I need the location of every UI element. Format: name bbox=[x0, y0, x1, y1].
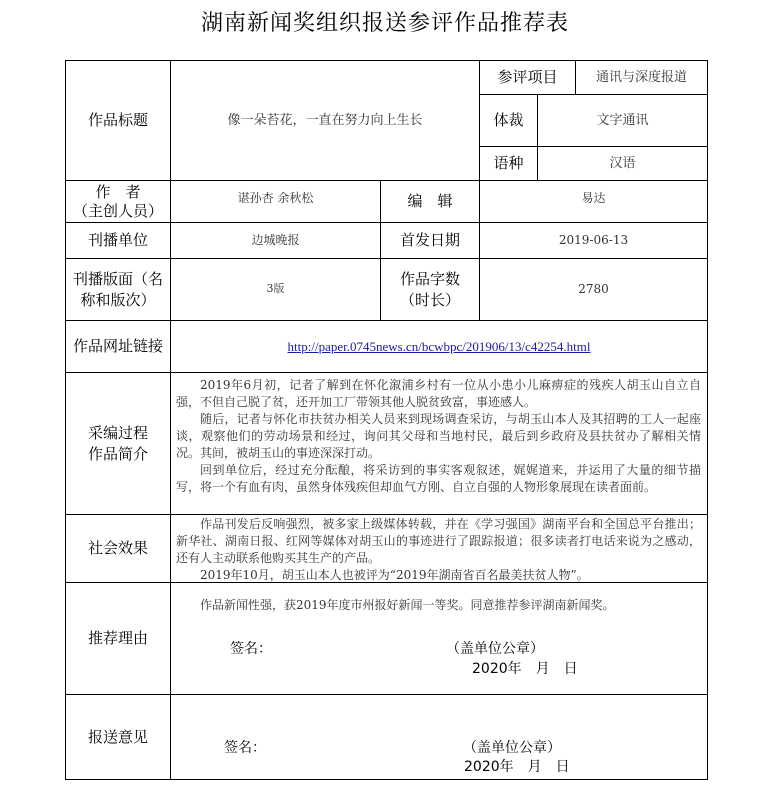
process-paragraph: 随后，记者与怀化市扶贫办相关人员来到现场调查采访，与胡玉山本人及其招聘的工人一起座谈，观察他们的劳动场景和经过，询问其父母和当地村民，最后到乡政府及县扶贫办了解相关情况。其间，被胡玉山的事迹深深打动。 bbox=[176, 412, 701, 460]
effect-paragraph: 作品刊发后反响强烈，被多家上级媒体转载，并在《学习强国》湖南平台和全国总平台推出；新华社、湖南日报、红网等媒体对胡玉山的事迹进行了跟踪报道；很多读者打电话来说为之感动，还有人主动联系他购买其生产的产品。 bbox=[176, 517, 701, 565]
process-paragraph: 2019年6月初，记者了解到在怀化溆浦乡村有一位从小患小儿麻痹症的残疾人胡玉山自立自强，不但自己脱了贫，还开加工厂带领其他人脱贫致富，事迹感人。 bbox=[176, 378, 701, 409]
page-label bbox=[66, 259, 170, 320]
page-label-line2: 称和版次） bbox=[80, 290, 156, 309]
opinion-signature-label: 签名： bbox=[224, 740, 266, 756]
process-label-line1: 采编过程 bbox=[87, 424, 148, 443]
editor-label: 编 辑 bbox=[407, 192, 453, 211]
word-count-label-line1: 作品字数 bbox=[399, 270, 460, 289]
reason-date: 2020年 月 日 bbox=[472, 661, 578, 677]
url-cell bbox=[171, 321, 707, 372]
author-label-line2: （主创人员） bbox=[72, 201, 163, 220]
opinion-seal-label: （盖单位公章） bbox=[463, 740, 561, 756]
language-value: 汉语 bbox=[609, 155, 636, 171]
effect-label: 社会效果 bbox=[87, 539, 148, 558]
form-title: 湖南新闻奖组织报送参评作品推荐表 bbox=[200, 11, 569, 36]
work-title-value: 像一朵苔花，一直在努力向上生长 bbox=[227, 112, 423, 128]
effect-text bbox=[176, 516, 701, 584]
category-value: 通讯与深度报道 bbox=[595, 69, 687, 85]
process-text bbox=[176, 377, 701, 496]
genre-value: 文字通讯 bbox=[596, 112, 649, 128]
reason-signature-label: 签名： bbox=[230, 641, 272, 657]
opinion-date: 2020年 月 日 bbox=[464, 759, 570, 775]
reason-label: 推荐理由 bbox=[87, 629, 148, 648]
process-label-line2: 作品简介 bbox=[87, 444, 148, 463]
word-count-label-line2: （时长） bbox=[399, 290, 460, 309]
author-label-line1: 作 者 bbox=[95, 182, 141, 201]
first-date-value: 2019-06-13 bbox=[558, 233, 629, 248]
reason-seal-label: （盖单位公章） bbox=[446, 641, 544, 657]
word-count-value: 2780 bbox=[578, 282, 609, 297]
author-value: 谌孙杏 余秋松 bbox=[237, 191, 314, 205]
page-label-line1: 刊播版面（名 bbox=[72, 270, 163, 289]
genre-label: 体裁 bbox=[493, 111, 524, 130]
work-title-label: 作品标题 bbox=[87, 111, 148, 130]
first-date-label: 首发日期 bbox=[399, 231, 460, 250]
url-label: 作品网址链接 bbox=[72, 337, 163, 356]
word-count-label bbox=[381, 259, 479, 320]
category-label: 参评项目 bbox=[497, 68, 558, 87]
language-label: 语种 bbox=[493, 154, 524, 173]
publisher-value: 边城晚报 bbox=[251, 233, 300, 248]
process-label bbox=[66, 373, 170, 514]
reason-paragraph: 作品新闻性强，获2019年度市州报好新闻一等奖。同意推荐参评湖南新闻奖。 bbox=[200, 598, 615, 612]
work-url-link[interactable]: http://paper.0745news.cn/bcwbpc/201906/13/c42254.html bbox=[287, 338, 591, 354]
opinion-label: 报送意见 bbox=[87, 727, 148, 746]
effect-paragraph: 2019年10月，胡玉山本人也被评为“2019年湖南省百名最美扶贫人物”。 bbox=[200, 568, 589, 582]
publisher-label: 刊播单位 bbox=[87, 231, 148, 250]
page-value: 3版 bbox=[266, 282, 285, 296]
author-label bbox=[66, 181, 170, 222]
reason-text bbox=[176, 597, 701, 614]
process-paragraph: 回到单位后，经过充分酝酿，将采访到的事实客观叙述，娓娓道来，并运用了大量的细节描写，将一个有血有肉，虽然身体残疾但却血气方刚、自立自强的人物形象展现在读者面前。 bbox=[176, 463, 701, 494]
editor-value: 易达 bbox=[581, 191, 606, 205]
